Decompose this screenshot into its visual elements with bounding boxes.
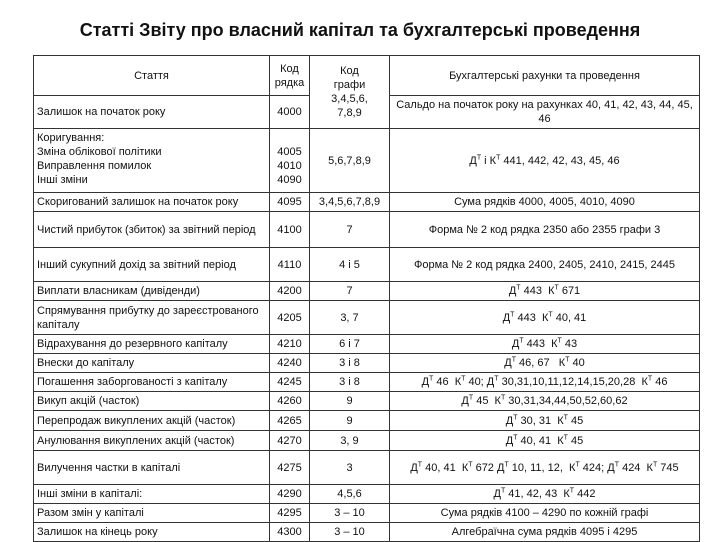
article-cell: Виплати власникам (дивіденди) [34,282,270,301]
table-row [34,411,700,431]
column-code-cell: 7 [310,282,390,301]
table-row [34,193,700,212]
entry-cell: $Д^Т$ 46 $К^Т$ 40; $Д^Т$ 30,31,10,11,12,14,15,20,28 $К^Т$ 46 [390,373,700,392]
article-cell: Відрахування до резервного капіталу [34,335,270,354]
entry-cell: $Д^Т$ 30, 31 $К^Т$ 45 [390,411,700,431]
entry-cell: Алгебраїчна сума рядків 4095 і 4295 [390,523,700,542]
header-article: Стаття [34,56,270,96]
entry-cell: $Д^Т$ 41, 42, 43 $К^Т$ 442 [390,485,700,504]
entry-cell: $Д^Т$ 46, 67 $К^Т$ 40 [390,354,700,373]
article-cell: Разом змін у капіталі [34,504,270,523]
entry-cell: $Д^Т$ 443 $К^Т$ 671 [390,282,700,301]
header-entries: Бухгалтерські рахунки та проведення [390,56,700,96]
row-code-cell: 4005 4010 4090 [277,146,302,186]
row-code-cell: 4100 [270,212,310,248]
column-code-cell: 3 – 10 [310,523,390,542]
column-code-cell: 9 [310,411,390,431]
entry-cell: Сума рядків 4100 – 4290 по кожній графі [390,504,700,523]
entry-cell: $Д^Т$ і $К^Т$ 441, 442, 42, 43, 45, 46 [390,129,700,193]
article-cell: Коригування: Зміна облікової політики Виправлення помилок Інші зміни [37,132,162,186]
column-code-cell: 6 і 7 [310,335,390,354]
entry-cell: $Д^Т$ 45 $К^Т$ 30,31,34,44,50,52,60,62 [390,392,700,411]
entry-cell: Сума рядків 4000, 4005, 4010, 4090 [390,193,700,212]
column-code-cell: 9 [310,392,390,411]
column-code-cell: 5,6,7,8,9 [310,129,390,193]
table-row [34,523,700,542]
row-code-cell: 4275 [270,451,310,485]
header-row [34,56,700,96]
page-title: Статті Звіту про власний капітал та бухгалтерські проведення [79,20,641,40]
table-row [34,373,700,392]
article-cell: Залишок на кінець року [34,523,270,542]
table-row [34,354,700,373]
article-cell: Спрямування прибутку до зареєстрованого капіталу [34,301,270,335]
entry-cell: $Д^Т$ 40, 41 $К^Т$ 45 [390,431,700,451]
table-row [34,212,700,248]
article-cell: Викуп акцій (часток) [34,392,270,411]
header-column-code: Код графи 3,4,5,6, 7,8,9 [310,56,390,129]
row-code-cell: 4290 [270,485,310,504]
entry-cell: $Д^Т$ 443 $К^Т$ 43 [390,335,700,354]
row-code-cell: 4205 [270,301,310,335]
row-code-cell: 4260 [270,392,310,411]
table-row [34,485,700,504]
row-code-cell: 4245 [270,373,310,392]
column-code-cell: 4 і 5 [310,248,390,282]
equity-statement-table [33,55,700,542]
column-code-cell: 3 і 8 [310,373,390,392]
column-code-cell: 3, 9 [310,431,390,451]
article-cell: Вилучення частки в капіталі [34,451,270,485]
row-code-cell: 4295 [270,504,310,523]
article-cell: Залишок на початок року [34,96,270,129]
table-row [34,451,700,485]
table-row [34,129,700,193]
row-code-cell: 4265 [270,411,310,431]
article-cell: Погашення заборгованості з капіталу [34,373,270,392]
article-cell: Перепродаж викуплених акцій (часток) [34,411,270,431]
row-code-cell: 4095 [270,193,310,212]
table-row [34,248,700,282]
column-code-cell: 7 [310,212,390,248]
column-code-cell: 3,4,5,6,7,8,9 [310,193,390,212]
entry-cell: Форма № 2 код рядка 2400, 2405, 2410, 2415, 2445 [390,248,700,282]
table-row [34,301,700,335]
column-code-cell: 3 – 10 [310,504,390,523]
table-row [34,335,700,354]
column-code-cell: 3, 7 [310,301,390,335]
entry-cell: Форма № 2 код рядка 2350 або 2355 графи 3 [390,212,700,248]
entry-cell: $Д^Т$ 443 $К^Т$ 40, 41 [390,301,700,335]
row-code-cell: 4000 [270,96,310,129]
article-cell: Внески до капіталу [34,354,270,373]
row-code-cell: 4270 [270,431,310,451]
column-code-cell: 3 [310,451,390,485]
row-code-cell: 4300 [270,523,310,542]
table-row [34,504,700,523]
row-code-cell: 4200 [270,282,310,301]
article-cell: Чистий прибуток (збиток) за звітний період [34,212,270,248]
header-row-code: Код рядка [270,56,310,96]
table-row [34,392,700,411]
column-code-cell: 3 і 8 [310,354,390,373]
column-code-cell: 4,5,6 [310,485,390,504]
row-code-cell: 4210 [270,335,310,354]
row-code-cell: 4240 [270,354,310,373]
article-cell: Анулювання викуплених акцій (часток) [34,431,270,451]
article-cell: Інший сукупний дохід за звітний період [34,248,270,282]
entry-cell: $Д^Т$ 40, 41 $К^Т$ 672 $Д^Т$ 10, 11, 12, $К^Т$ 424; $Д^Т$ 424 $К^Т$ 745 [390,451,700,485]
table-row [34,282,700,301]
entry-cell: Сальдо на початок року на рахунках 40, 41, 42, 43, 44, 45, 46 [390,96,700,129]
row-code-cell: 4110 [270,248,310,282]
article-cell: Скоригований залишок на початок року [34,193,270,212]
table-row [34,431,700,451]
article-cell: Інші зміни в капіталі: [34,485,270,504]
